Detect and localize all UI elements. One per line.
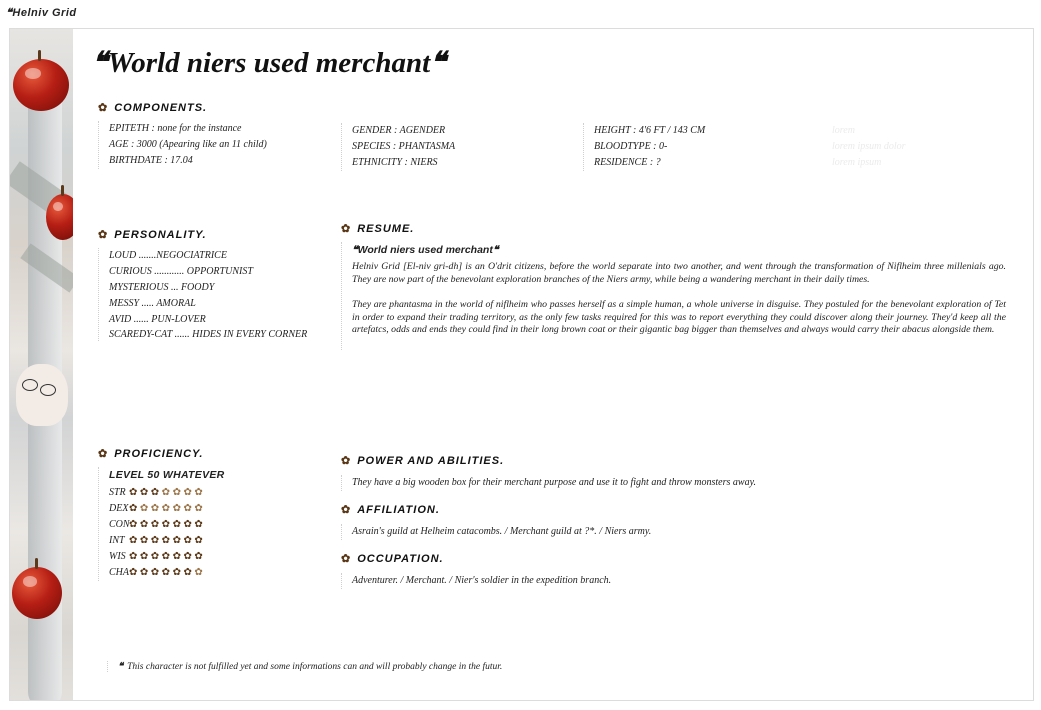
proficiency-block: [98, 467, 325, 581]
stats-list: [109, 485, 325, 581]
flower-pip-icon: ✿: [183, 503, 192, 514]
resume-paragraph: They are phantasma in the world of niflheim who passes herself as a simple human, a whole universe in disguise. They postuled for the benevolant exploration of Tet in order to expand their trading territory, as the only few tasks required for this was to report everything they could discover along their journey. They'd keep all the artefatcs, odds and ends they could find in their long brown coat or their gigantic bag bigger than themselves and always would carry their abacus alongside them.: [352, 299, 1006, 335]
flower-pip-icon: ✿: [194, 567, 203, 578]
stat-row-str: [109, 485, 325, 501]
flower-icon: ✿: [341, 553, 352, 565]
flower-pip-icon: ✿: [150, 487, 160, 498]
stat-label: STR: [109, 487, 126, 498]
site-title: ❝Helniv Grid: [6, 7, 77, 19]
components-column-4: [822, 123, 982, 171]
personality-item: CURIOUS ............ OPPORTUNIST: [109, 266, 253, 277]
flower-pip-icon: ✿: [183, 551, 192, 562]
page-title: ❝World niers used merchant❝: [92, 47, 446, 79]
flower-pip-icon: ✿: [150, 503, 160, 514]
flower-pip-icon: ✿: [194, 551, 203, 562]
affiliation-heading: ✿ AFFILIATION.: [341, 504, 440, 516]
flower-pip-icon: ✿: [129, 503, 138, 514]
character-face: [16, 364, 68, 426]
powers-block: [341, 475, 1006, 491]
apple-icon: [46, 194, 73, 240]
flower-icon: ✿: [341, 504, 352, 516]
ghost-text: lorem ipsum dolor: [832, 141, 906, 152]
species-field: SPECIES : PHANTASMA: [352, 141, 456, 152]
ethnicity-field: ETHNICITY : NIERS: [352, 157, 438, 168]
flower-icon: ✿: [341, 223, 352, 235]
stat-row-dex: [109, 501, 325, 517]
flower-icon: ✿: [341, 455, 352, 467]
stat-row-con: [109, 517, 325, 533]
resume-block: [341, 242, 1006, 350]
apple-icon: [12, 567, 62, 619]
flower-pip-icon: ✿: [150, 551, 160, 562]
flower-pip-icon: ✿: [172, 487, 181, 498]
flower-pip-icon: ✿: [129, 551, 138, 562]
height-field: HEIGHT : 4'6 FT / 143 CM: [594, 125, 706, 136]
bloodtype-field: BLOODTYPE : 0-: [594, 141, 668, 152]
flower-icon: ✿: [98, 448, 109, 460]
flower-pip-icon: ✿: [183, 487, 192, 498]
personality-item: LOUD .......NEGOCIATRICE: [109, 250, 227, 261]
flower-pip-icon: ✿: [139, 567, 149, 578]
resume-paragraph: Helniv Grid [El-niv gri-dh] is an O'drit citizens, before the world separate into two another, and went through the transformation of Niflheim three millenials ago. They are now part of the benevolant exploration branches of the Niers army, while being a wandering merchant in their daily times.: [352, 261, 1006, 285]
ghost-text: lorem ipsum: [832, 157, 882, 168]
personality-item: MYSTERIOUS ... FOODY: [109, 282, 215, 293]
personality-item: AVID ...... PUN-LOVER: [109, 314, 206, 325]
glasses-icon: [40, 384, 56, 396]
flower-pip-icon: ✿: [194, 503, 203, 514]
occupation-block: [341, 573, 1006, 589]
flower-pip-icon: ✿: [150, 535, 160, 546]
resume-heading: ✿ RESUME.: [341, 223, 415, 235]
character-illustration: [10, 29, 73, 700]
flower-pip-icon: ✿: [150, 519, 160, 530]
flower-pip-icon: ✿: [183, 519, 192, 530]
resume-subtitle: ❝World niers used merchant❝: [352, 244, 499, 256]
flower-pip-icon: ✿: [183, 535, 192, 546]
stat-label: WIS: [109, 551, 126, 562]
epiteth-field: EPITETH : none for the instance: [109, 123, 242, 134]
flower-pip-icon: ✿: [194, 519, 203, 530]
flower-pip-icon: ✿: [161, 567, 171, 578]
components-column-2: [341, 123, 582, 171]
flower-pip-icon: ✿: [129, 567, 138, 578]
flower-pip-icon: ✿: [161, 535, 171, 546]
powers-text: They have a big wooden box for their merchant purpose and use it to fight and throw monsters away.: [352, 477, 756, 488]
character-card: [9, 28, 1034, 701]
personality-heading: ✿ PERSONALITY.: [98, 229, 207, 241]
glasses-icon: [22, 379, 38, 391]
components-column-1: [98, 121, 339, 169]
flower-pip-icon: ✿: [172, 551, 181, 562]
occupation-text: Adventurer. / Merchant. / Nier's soldier in the expedition branch.: [352, 575, 612, 586]
residence-field: RESIDENCE : ?: [594, 157, 661, 168]
occupation-heading: ✿ OCCUPATION.: [341, 553, 444, 565]
flower-pip-icon: ✿: [161, 503, 171, 514]
flower-pip-icon: ✿: [129, 487, 138, 498]
gender-field: GENDER : AGENDER: [352, 125, 446, 136]
stat-row-cha: [109, 565, 325, 581]
components-heading: ✿ COMPONENTS.: [98, 102, 208, 114]
flower-pip-icon: ✿: [150, 567, 160, 578]
stat-label: DEX: [109, 503, 129, 514]
flower-pip-icon: ✿: [129, 535, 138, 546]
stat-row-wis: [109, 549, 325, 565]
flower-pip-icon: ✿: [139, 519, 149, 530]
age-field: AGE : 3000 (Apearing like an 11 child): [109, 139, 267, 150]
flower-pip-icon: ✿: [172, 567, 181, 578]
flower-pip-icon: ✿: [183, 567, 192, 578]
flower-pip-icon: ✿: [161, 487, 171, 498]
level-label: LEVEL 50 WHATEVER: [109, 469, 225, 481]
affiliation-block: [341, 524, 1006, 540]
flower-pip-icon: ✿: [139, 535, 149, 546]
flower-pip-icon: ✿: [172, 503, 181, 514]
flower-pip-icon: ✿: [129, 519, 138, 530]
flower-pip-icon: ✿: [139, 503, 149, 514]
flower-pip-icon: ✿: [139, 487, 149, 498]
stat-row-int: [109, 533, 325, 549]
flower-pip-icon: ✿: [161, 519, 171, 530]
flower-pip-icon: ✿: [172, 519, 181, 530]
flower-pip-icon: ✿: [139, 551, 149, 562]
flower-icon: ✿: [98, 229, 109, 241]
stat-label: INT: [109, 535, 125, 546]
apple-icon: [13, 59, 69, 111]
proficiency-heading: ✿ PROFICIENCY.: [98, 448, 204, 460]
flower-pip-icon: ✿: [172, 535, 181, 546]
stat-label: CHA: [109, 567, 129, 578]
powers-heading: ✿ POWER AND ABILITIES.: [341, 455, 505, 467]
flower-pip-icon: ✿: [194, 535, 203, 546]
flower-pip-icon: ✿: [194, 487, 203, 498]
components-column-3: [583, 123, 824, 171]
flower-pip-icon: ✿: [161, 551, 171, 562]
affiliation-text: Asrain's guild at Helheim catacombs. / Merchant guild at ?*. / Niers army.: [352, 526, 652, 537]
stat-label: CON: [109, 519, 130, 530]
birthdate-field: BIRTHDATE : 17.04: [109, 155, 193, 166]
flower-icon: ✿: [98, 102, 109, 114]
personality-item: SCAREDY-CAT ...... HIDES IN EVERY CORNER: [109, 329, 308, 340]
personality-list: [98, 248, 325, 341]
ghost-text: lorem: [832, 125, 855, 136]
personality-item: MESSY ..... AMORAL: [109, 298, 196, 309]
footnote: ❝ This character is not fulfilled yet and some informations can and will probably change in the futur.: [107, 661, 502, 672]
